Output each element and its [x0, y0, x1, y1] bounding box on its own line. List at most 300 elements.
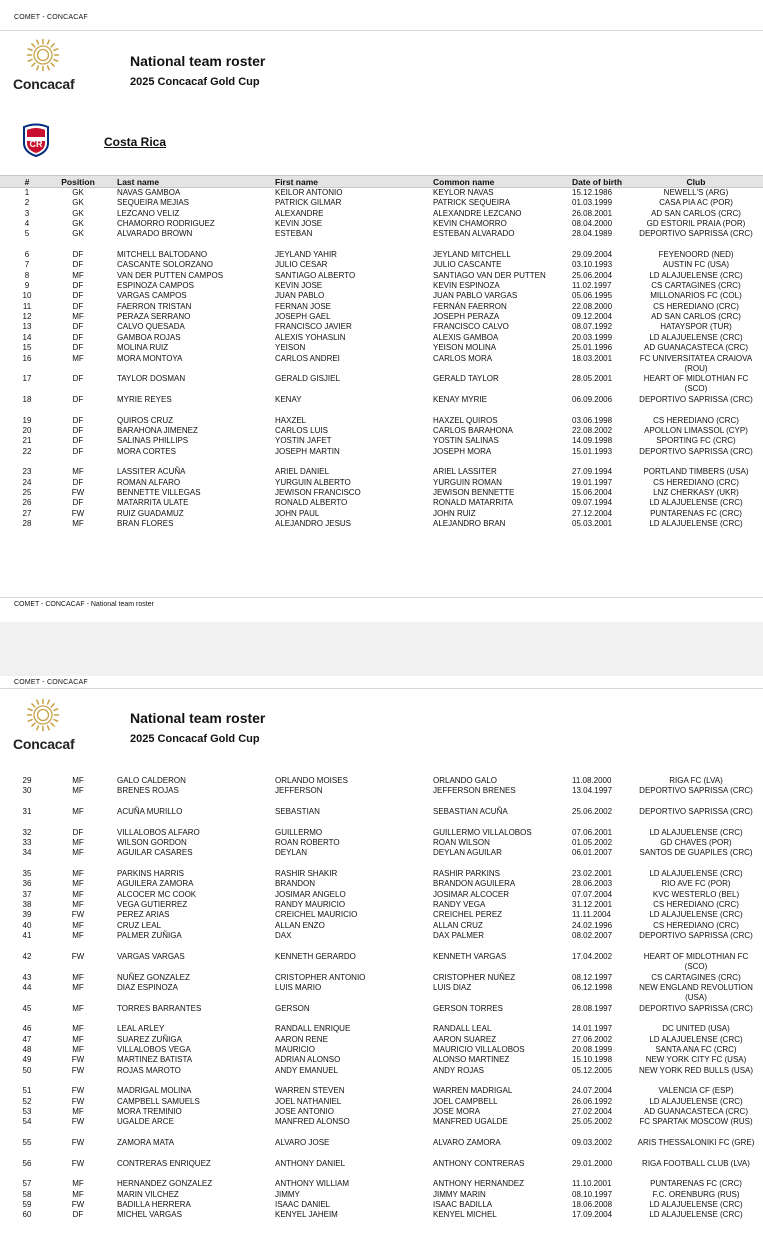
player-last-name: ACUÑA MURILLO [117, 807, 183, 817]
player-first-name: BRANDON [275, 879, 316, 889]
player-number: 50 [22, 1065, 32, 1075]
player-date-of-birth: 06.09.2006 [572, 394, 613, 404]
table-row [0, 447, 763, 468]
player-common-name: FERNÁN FAERRON [433, 301, 507, 311]
player-date-of-birth: 27.09.1994 [572, 467, 613, 477]
player-position: FW [71, 1117, 85, 1127]
crest-letters: CR [29, 139, 43, 149]
player-club: KVC WESTERLO (BEL) [652, 889, 740, 899]
player-date-of-birth: 15.10.1998 [572, 1055, 613, 1065]
player-first-name: SANTIAGO ALBERTO [275, 270, 356, 280]
player-position: MF [72, 270, 84, 280]
player-first-name: ALEXANDRE [275, 208, 324, 218]
table-row [0, 426, 763, 436]
player-club: SANTOS DE GUAPILES (CRC) [639, 848, 753, 858]
roster-table-body-continued [0, 776, 763, 1221]
table-row [0, 1200, 763, 1210]
player-number: 8 [24, 270, 30, 280]
player-club: CS HEREDIANO (CRC) [653, 900, 739, 910]
player-number: 52 [22, 1096, 32, 1106]
player-position: FW [71, 1055, 85, 1065]
table-row [0, 467, 763, 477]
player-position: MF [72, 312, 84, 322]
player-position: MF [72, 776, 84, 785]
player-position: DF [72, 332, 84, 342]
player-last-name: TAYLOR DOSMAN [117, 374, 186, 384]
table-row [0, 786, 763, 807]
player-date-of-birth: 08.04.2000 [572, 219, 613, 229]
player-last-name: SUAREZ ZUÑIGA [117, 1034, 182, 1044]
player-common-name: AARON SUAREZ [433, 1034, 497, 1044]
player-last-name: ALVARADO BROWN [117, 229, 193, 239]
player-position: MF [72, 519, 84, 528]
player-last-name: CAMPBELL SAMUELS [117, 1096, 200, 1106]
player-common-name: CARLOS BARAHONA [433, 425, 514, 435]
table-row [0, 250, 763, 260]
player-position: GK [72, 229, 84, 239]
player-club: FEYENOORD (NED) [658, 250, 734, 260]
player-first-name: ISAAC DANIEL [275, 1200, 331, 1210]
player-last-name: CALVO QUESADA [117, 322, 185, 332]
player-last-name: MORA TREMINIO [117, 1107, 182, 1116]
player-club: LD ALAJUELENSE (CRC) [649, 332, 743, 342]
player-club: SANTA ANA FC (CRC) [655, 1044, 737, 1054]
player-number: 21 [22, 436, 32, 446]
player-first-name: RANDY MAURICIO [275, 900, 346, 910]
table-row [0, 436, 763, 446]
player-club: CASA PIA AC (POR) [659, 198, 733, 208]
player-common-name: ALEXIS GAMBOA [433, 332, 499, 342]
player-first-name: KENYEL JAHEIM [275, 1210, 338, 1220]
table-row [0, 921, 763, 931]
player-date-of-birth: 08.12.1997 [572, 972, 613, 982]
player-position: DF [72, 425, 84, 435]
player-common-name: KENNETH VARGAS [433, 951, 507, 961]
player-last-name: MICHEL VARGAS [117, 1210, 182, 1220]
player-position: MF [72, 900, 84, 910]
table-row [0, 1138, 763, 1159]
player-common-name: KEVIN ESPINOZA [433, 281, 500, 291]
player-number: 12 [22, 312, 32, 322]
player-date-of-birth: 09.07.1994 [572, 498, 613, 508]
player-last-name: VARGAS CAMPOS [117, 291, 187, 301]
player-common-name: WARREN MADRIGAL [433, 1086, 513, 1096]
player-number: 30 [22, 786, 32, 796]
player-club: CS CARTAGINES (CRC) [651, 281, 741, 291]
player-date-of-birth: 31.12.2001 [572, 900, 613, 910]
player-last-name: CONTRERAS ENRIQUEZ [117, 1158, 211, 1168]
concacaf-sun-icon [26, 698, 60, 732]
player-position: MF [72, 879, 84, 889]
table-row [0, 1159, 763, 1180]
player-first-name: ORLANDO MOISES [275, 776, 348, 785]
player-position: GK [72, 208, 84, 218]
player-date-of-birth: 29.01.2000 [572, 1158, 613, 1168]
player-club: CS HEREDIANO (CRC) [653, 415, 739, 425]
player-club: AD SAN CARLOS (CRC) [651, 312, 741, 322]
table-row [0, 312, 763, 322]
player-number: 27 [22, 508, 32, 518]
player-last-name: PARKINS HARRIS [117, 869, 184, 879]
player-first-name: ESTEBAN [275, 229, 313, 239]
player-first-name: PATRICK GILMAR [275, 198, 342, 208]
player-common-name: YOSTIN SALINAS [433, 436, 499, 446]
player-first-name: HAXZEL [275, 415, 307, 425]
player-date-of-birth: 28.06.2003 [572, 879, 613, 889]
table-row [0, 890, 763, 900]
player-club: LD ALAJUELENSE (CRC) [649, 869, 743, 879]
player-common-name: MANFRED UGALDE [433, 1117, 508, 1127]
player-first-name: YURGUIN ALBERTO [275, 477, 351, 487]
player-common-name: JOSEPH MORA [433, 446, 492, 456]
player-number: 31 [22, 807, 32, 817]
player-club: DEPORTIVO SAPRISSA (CRC) [639, 1003, 753, 1013]
player-date-of-birth: 27.06.2002 [572, 1034, 613, 1044]
player-date-of-birth: 27.12.2004 [572, 508, 613, 518]
player-date-of-birth: 15.06.2004 [572, 487, 613, 497]
player-number: 33 [22, 838, 32, 848]
player-number: 19 [22, 415, 32, 425]
player-date-of-birth: 28.05.2001 [572, 374, 613, 384]
player-date-of-birth: 28.04.1989 [572, 229, 613, 239]
player-date-of-birth: 28.08.1997 [572, 1003, 613, 1013]
player-common-name: JEFFERSON BRENES [433, 786, 516, 796]
player-position: MF [72, 1003, 84, 1013]
player-common-name: JULIO CASCANTE [433, 260, 502, 270]
table-row [0, 983, 763, 1004]
player-club: AD GUANACASTECA (CRC) [643, 343, 748, 353]
player-position: DF [72, 322, 84, 332]
player-last-name: ROJAS MAROTO [117, 1065, 181, 1075]
player-last-name: HERNANDEZ GONZALEZ [117, 1179, 213, 1189]
table-row [0, 1190, 763, 1200]
player-club: LD ALAJUELENSE (CRC) [649, 519, 743, 528]
player-position: FW [71, 1158, 85, 1168]
player-position: MF [72, 1044, 84, 1054]
player-last-name: BADILLA HERRERA [117, 1200, 191, 1210]
player-position: GK [72, 219, 84, 229]
table-row [0, 354, 763, 375]
player-position: MF [72, 467, 84, 477]
player-common-name: ISAAC BADILLA [433, 1200, 493, 1210]
player-common-name: ANTHONY HERNANDEZ [433, 1179, 524, 1189]
player-club: LD ALAJUELENSE (CRC) [649, 827, 743, 837]
player-date-of-birth: 15.12.1986 [572, 188, 613, 197]
player-first-name: JOSEPH MARTIN [275, 446, 340, 456]
player-last-name: BARAHONA JIMENEZ [117, 425, 198, 435]
table-row [0, 828, 763, 838]
player-first-name: ANDY EMANUEL [275, 1065, 338, 1075]
page-header-label: COMET - CONCACAF [14, 679, 88, 686]
player-club: CS HEREDIANO (CRC) [653, 301, 739, 311]
player-position: DF [72, 374, 84, 384]
table-row [0, 910, 763, 920]
player-first-name: SEBASTIAN [275, 807, 320, 817]
player-last-name: TORRES BARRANTES [117, 1003, 202, 1013]
table-row [0, 1107, 763, 1117]
player-common-name: ALVARO ZAMORA [433, 1138, 501, 1148]
concacaf-sun-icon [26, 38, 60, 72]
player-common-name: ALEJANDRO BRAN [433, 519, 506, 528]
player-number: 16 [22, 353, 32, 363]
page-footer-label: COMET - CONCACAF - National team roster [14, 601, 154, 608]
player-first-name: GERALD GISJIEL [275, 374, 340, 384]
player-date-of-birth: 27.02.2004 [572, 1107, 613, 1116]
table-row [0, 931, 763, 952]
table-row [0, 209, 763, 219]
player-first-name: JUAN PABLO [275, 291, 325, 301]
player-number: 9 [24, 281, 30, 291]
roster-table-body [0, 188, 763, 529]
header-last-name: Last name [117, 177, 160, 187]
player-position: FW [71, 508, 85, 518]
player-number: 35 [22, 869, 32, 879]
player-number: 10 [22, 291, 32, 301]
player-common-name: ARIEL LASSITER [433, 467, 497, 477]
player-position: MF [72, 869, 84, 879]
player-first-name: FERNAN JOSE [275, 301, 332, 311]
player-date-of-birth: 14.09.1998 [572, 436, 613, 446]
player-date-of-birth: 01.05.2002 [572, 838, 613, 848]
player-position: FW [71, 1096, 85, 1106]
player-date-of-birth: 08.07.1992 [572, 322, 613, 332]
player-position: DF [72, 436, 84, 446]
player-date-of-birth: 11.11.2004 [572, 910, 611, 920]
player-position: DF [72, 301, 84, 311]
concacaf-wordmark: Concacaf [13, 76, 75, 92]
player-club: FC UNIVERSITATEA CRAIOVA (ROU) [639, 353, 753, 373]
player-club: RIGA FOOTBALL CLUB (LVA) [642, 1158, 750, 1168]
player-date-of-birth: 24.07.2004 [572, 1086, 613, 1096]
player-common-name: KENYEL MICHEL [433, 1210, 497, 1220]
player-number: 6 [24, 250, 30, 260]
costa-rica-crest-icon [21, 123, 51, 157]
player-last-name: SALINAS PHILLIPS [117, 436, 189, 446]
player-first-name: MANFRED ALONSO [275, 1117, 350, 1127]
player-last-name: LASSITER ACUÑA [117, 467, 186, 477]
player-date-of-birth: 19.01.1997 [572, 477, 613, 487]
player-date-of-birth: 15.01.1993 [572, 446, 613, 456]
table-header [0, 175, 763, 188]
player-position: GK [72, 198, 84, 208]
player-number: 25 [22, 487, 32, 497]
player-first-name: ANTHONY DANIEL [275, 1158, 346, 1168]
player-club: HEART OF MIDLOTHIAN FC (SCO) [643, 374, 749, 394]
player-date-of-birth: 18.06.2008 [572, 1200, 613, 1210]
player-last-name: CRUZ LEAL [117, 920, 162, 930]
player-number: 22 [22, 446, 32, 456]
document-title: National team roster [130, 53, 266, 69]
table-row [0, 1086, 763, 1096]
player-last-name: VAN DER PUTTEN CAMPOS [117, 270, 224, 280]
player-club: PORTLAND TIMBERS (USA) [643, 467, 749, 477]
table-row [0, 478, 763, 488]
player-club: AUSTIN FC (USA) [662, 260, 730, 270]
player-date-of-birth: 01.03.1999 [572, 198, 613, 208]
player-club: AD SAN CARLOS (CRC) [651, 208, 741, 218]
player-first-name: JEYLAND YAHIR [275, 250, 337, 260]
player-club: CS HEREDIANO (CRC) [653, 477, 739, 487]
player-last-name: MADRIGAL MOLINA [117, 1086, 192, 1096]
player-number: 42 [22, 951, 32, 961]
table-row [0, 519, 763, 529]
player-number: 37 [22, 889, 32, 899]
player-number: 32 [22, 827, 32, 837]
player-date-of-birth: 11.02.1997 [572, 281, 612, 291]
player-position: MF [72, 889, 84, 899]
table-row [0, 322, 763, 332]
player-last-name: VILLALOBOS ALFARO [117, 827, 200, 837]
table-row [0, 879, 763, 889]
player-club: RIO AVE FC (POR) [661, 879, 731, 889]
player-common-name: ALONSO MARTINEZ [433, 1055, 510, 1065]
player-common-name: MAURICIO VILLALOBOS [433, 1044, 525, 1054]
player-last-name: CASCANTE SOLORZANO [117, 260, 214, 270]
player-common-name: JOEL CAMPBELL [433, 1096, 498, 1106]
player-date-of-birth: 17.09.2004 [572, 1210, 613, 1220]
player-date-of-birth: 13.04.1997 [572, 786, 613, 796]
player-common-name: RANDALL LEAL [433, 1024, 492, 1034]
player-last-name: MATARRITA ULATE [117, 498, 189, 508]
team-country-link[interactable]: Costa Rica [104, 135, 167, 149]
player-club: CS HEREDIANO (CRC) [653, 920, 739, 930]
player-date-of-birth: 25.06.2002 [572, 807, 613, 817]
player-club: LD ALAJUELENSE (CRC) [649, 1200, 743, 1210]
player-first-name: CARLOS ANDREI [275, 353, 340, 363]
player-last-name: GAMBOA ROJAS [117, 332, 181, 342]
player-common-name: JUAN PABLO VARGAS [433, 291, 518, 301]
player-common-name: CRISTOPHER NUÑEZ [433, 972, 516, 982]
player-common-name: GUILLERMO VILLALOBOS [433, 827, 532, 837]
player-date-of-birth: 20.03.1999 [572, 332, 613, 342]
player-last-name: WILSON GORDON [117, 838, 187, 848]
player-common-name: JOSE MORA [433, 1107, 481, 1116]
player-position: FW [71, 487, 85, 497]
table-row [0, 374, 763, 395]
player-club: FC SPARTAK MOSCOW (RUS) [639, 1117, 753, 1127]
roster-page-1 [0, 0, 763, 622]
player-date-of-birth: 18.03.2001 [572, 353, 613, 363]
player-club: NEWELL'S (ARG) [663, 188, 729, 197]
player-position: FW [71, 1200, 85, 1210]
player-last-name: LEAL ARLEY [117, 1024, 165, 1034]
header-first-name: First name [275, 177, 318, 187]
table-row [0, 1097, 763, 1107]
player-number: 14 [22, 332, 32, 342]
concacaf-logo [10, 696, 80, 758]
player-first-name: LUIS MARIO [275, 982, 322, 992]
player-club: NEW YORK CITY FC (USA) [645, 1055, 747, 1065]
player-date-of-birth: 20.08.1999 [572, 1044, 613, 1054]
table-row [0, 302, 763, 312]
table-row [0, 1004, 763, 1025]
player-date-of-birth: 09.12.2004 [572, 312, 613, 322]
table-row [0, 1117, 763, 1138]
player-date-of-birth: 14.01.1997 [572, 1024, 613, 1034]
player-date-of-birth: 08.02.2007 [572, 931, 613, 941]
player-club: DEPORTIVO SAPRISSA (CRC) [639, 229, 753, 239]
player-last-name: MITCHELL BALTODANO [117, 250, 208, 260]
player-position: GK [72, 188, 84, 197]
player-number: 23 [22, 467, 32, 477]
table-row [0, 807, 763, 828]
player-last-name: MORA CORTES [117, 446, 176, 456]
player-date-of-birth: 08.10.1997 [572, 1189, 613, 1199]
player-common-name: GERSON TORRES [433, 1003, 503, 1013]
player-date-of-birth: 05.06.1995 [572, 291, 613, 301]
player-first-name: RASHIR SHAKIR [275, 869, 338, 879]
player-number: 15 [22, 343, 32, 353]
player-last-name: VEGA GUTIERREZ [117, 900, 188, 910]
player-position: FW [71, 1086, 85, 1096]
table-row [0, 848, 763, 869]
player-date-of-birth: 23.02.2001 [572, 869, 613, 879]
player-common-name: JEWISON BENNETTE [433, 487, 515, 497]
divider [0, 688, 763, 689]
player-number: 43 [22, 972, 32, 982]
player-position: DF [72, 415, 84, 425]
player-number: 26 [22, 498, 32, 508]
player-club: GD CHAVES (POR) [660, 838, 732, 848]
player-club: DEPORTIVO SAPRISSA (CRC) [639, 931, 753, 941]
player-club: RIGA FC (LVA) [669, 776, 723, 785]
player-club: LD ALAJUELENSE (CRC) [649, 1096, 743, 1106]
table-row [0, 1045, 763, 1055]
player-date-of-birth: 25.01.1996 [572, 343, 613, 353]
player-common-name: ANDY ROJAS [433, 1065, 484, 1075]
concacaf-logo [10, 36, 80, 98]
table-row [0, 1179, 763, 1189]
player-club: PUNTARENAS FC (CRC) [650, 1179, 742, 1189]
player-last-name: SEQUEIRA MEJIAS [117, 198, 190, 208]
player-club: NEW YORK RED BULLS (USA) [638, 1065, 754, 1075]
player-date-of-birth: 24.02.1996 [572, 920, 613, 930]
table-row [0, 1210, 763, 1220]
player-number: 34 [22, 848, 32, 858]
player-position: DF [72, 827, 84, 837]
player-last-name: UGALDE ARCE [117, 1117, 174, 1127]
table-row [0, 952, 763, 973]
player-common-name: BRANDON AGUILERA [433, 879, 516, 889]
header-number: # [24, 177, 30, 187]
player-position: FW [71, 910, 85, 920]
player-last-name: ROMAN ALFARO [117, 477, 181, 487]
table-row [0, 488, 763, 498]
player-date-of-birth: 05.12.2005 [572, 1065, 613, 1075]
player-first-name: RANDALL ENRIQUE [275, 1024, 351, 1034]
player-common-name: ANTHONY CONTRERAS [433, 1158, 525, 1168]
player-common-name: ESTEBAN ALVARADO [433, 229, 515, 239]
player-last-name: ZAMORA MATA [117, 1138, 175, 1148]
player-position: MF [72, 807, 84, 817]
player-number: 28 [22, 519, 32, 528]
player-first-name: RONALD ALBERTO [275, 498, 348, 508]
player-common-name: KENAY MYRIE [433, 394, 487, 404]
player-club: LD ALAJUELENSE (CRC) [649, 1210, 743, 1220]
player-position: MF [72, 931, 84, 941]
table-row [0, 188, 763, 198]
page-header-label: COMET - CONCACAF [14, 14, 88, 21]
player-position: DF [72, 260, 84, 270]
player-common-name: FRANCISCO CALVO [433, 322, 509, 332]
player-last-name: BRAN FLORES [117, 519, 174, 528]
player-common-name: ALLAN CRUZ [433, 920, 483, 930]
player-date-of-birth: 03.06.1998 [572, 415, 613, 425]
player-common-name: CARLOS MORA [433, 353, 493, 363]
player-number: 49 [22, 1055, 32, 1065]
player-club: DEPORTIVO SAPRISSA (CRC) [639, 807, 753, 817]
player-last-name: ALCOCER MC COOK [117, 889, 197, 899]
